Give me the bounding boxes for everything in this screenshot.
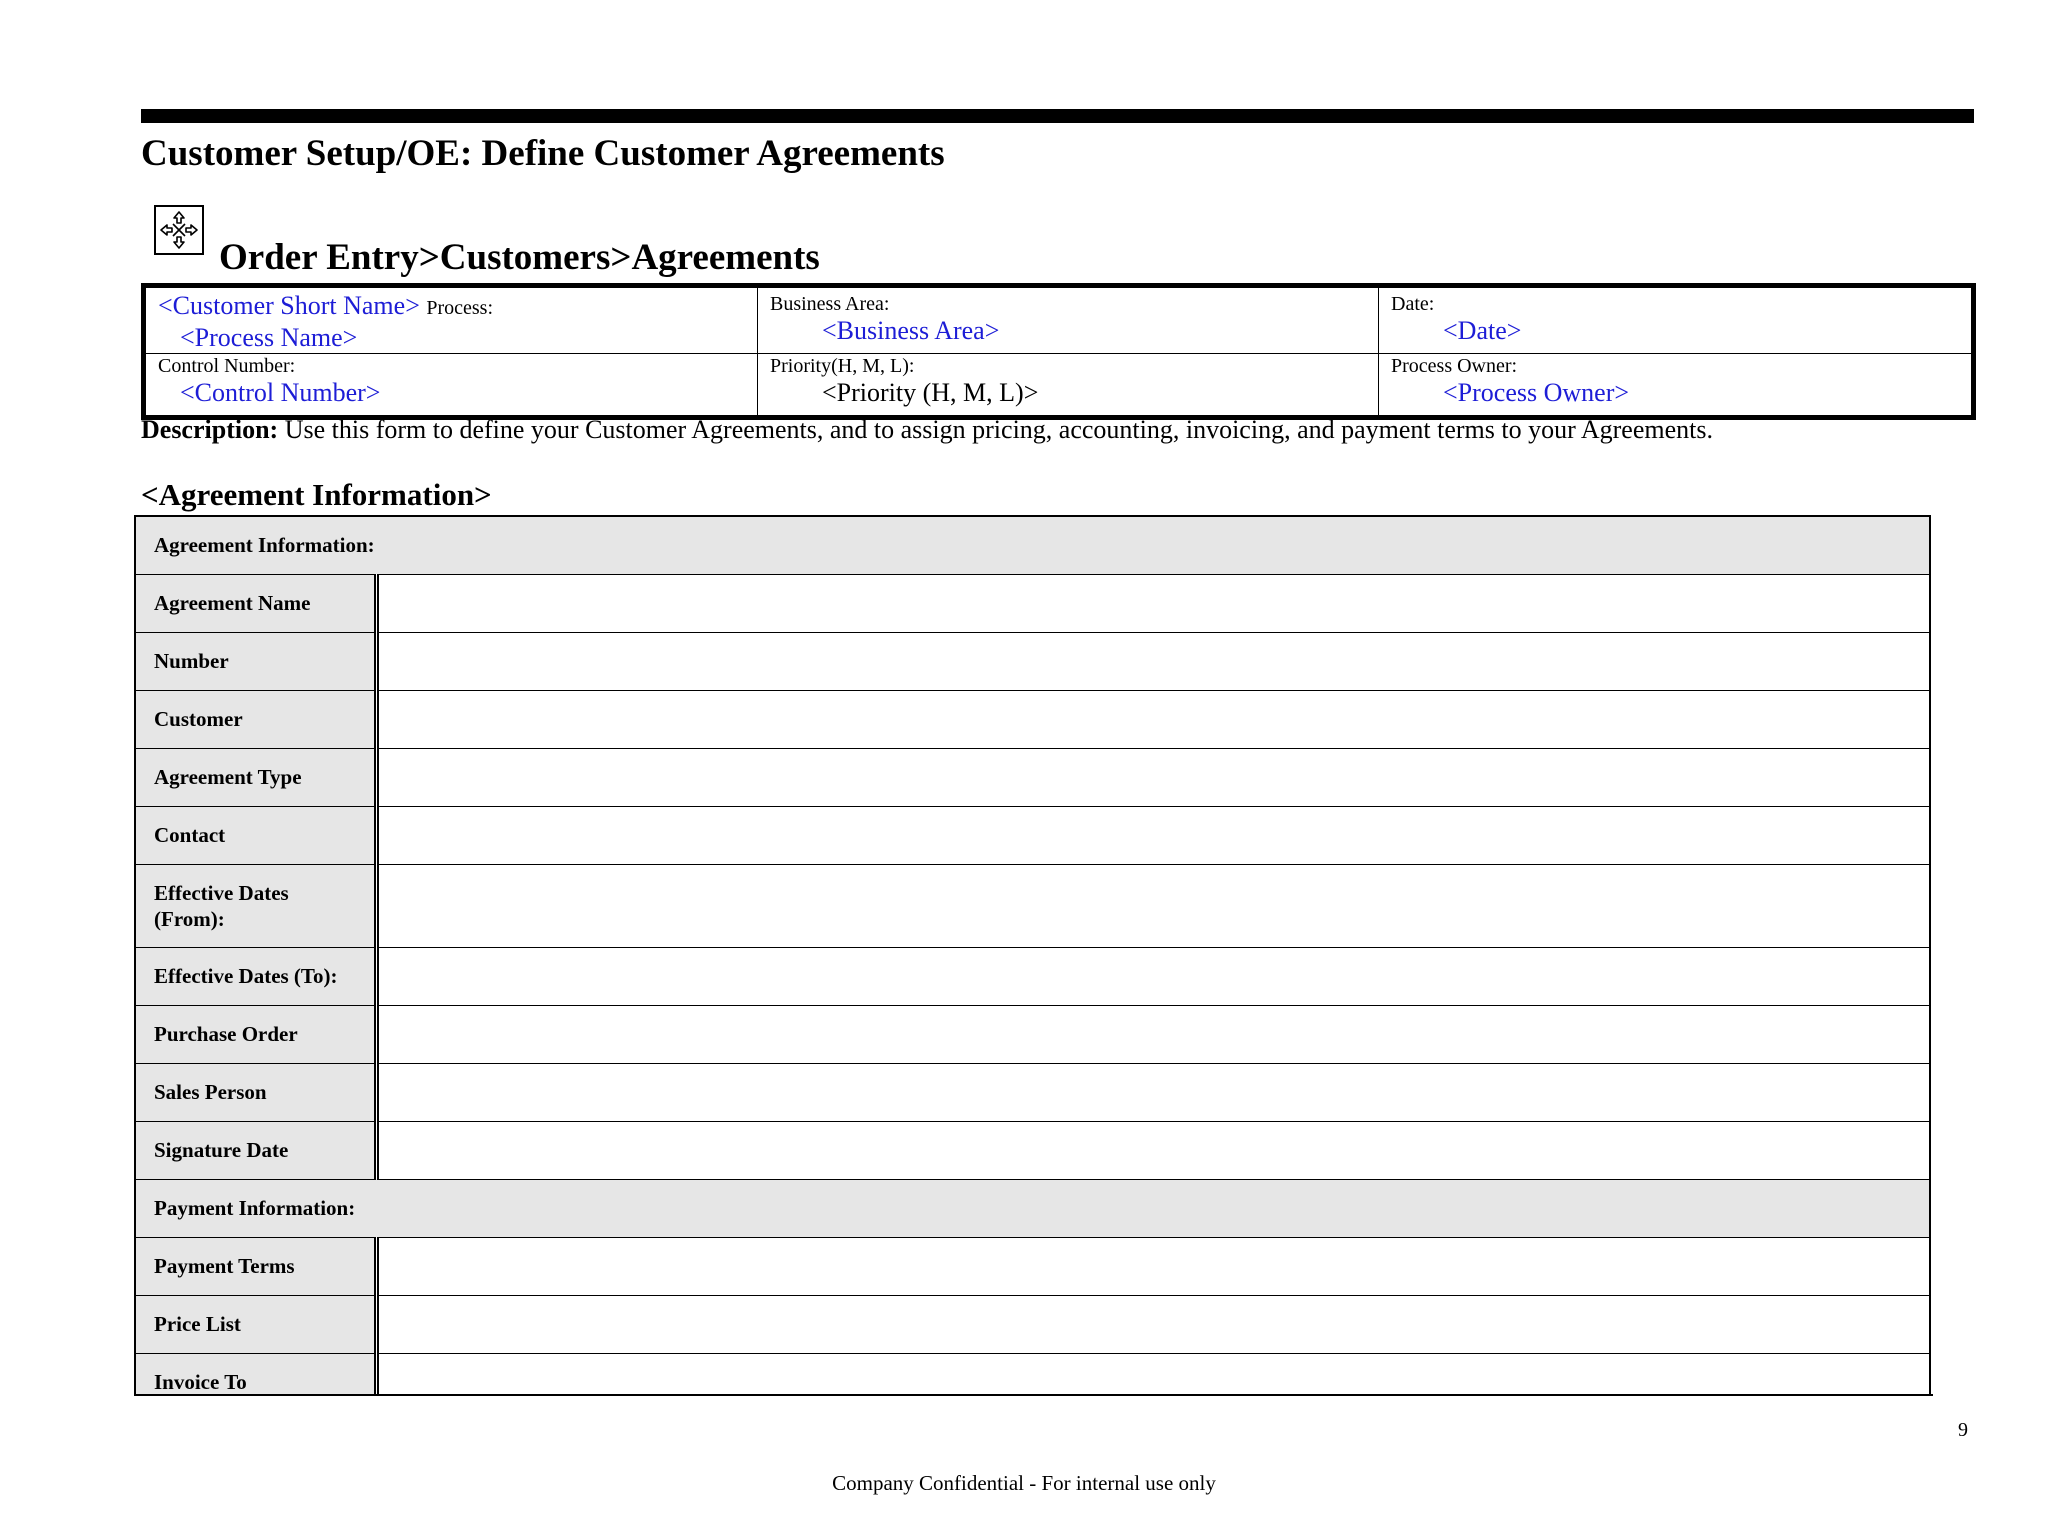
field-label: Signature Date [135,1121,376,1179]
field-value-cell[interactable] [376,632,1930,690]
payment-section-title: Payment Information: [135,1179,1930,1237]
date-label: Date: [1391,293,1435,315]
control-number-value: <Control Number> [180,378,381,407]
field-label: Effective Dates (From): [135,864,376,947]
description-label: Description: [141,415,279,444]
field-label: Customer [135,690,376,748]
field-label: Price List [135,1295,376,1353]
process-owner-cell [1379,354,1974,418]
form-row [135,1353,1930,1396]
field-label: Agreement Name [135,574,376,632]
business-area-value: <Business Area> [822,316,1000,345]
move-arrows-icon [154,205,204,255]
field-value-cell[interactable] [376,690,1930,748]
date-cell [1379,286,1974,354]
priority-label: Priority(H, M, L): [770,355,915,377]
form-row [135,864,1930,947]
field-value-cell[interactable] [376,1063,1930,1121]
business-area-cell [758,286,1379,354]
form-row [135,632,1930,690]
control-number-cell [144,354,758,418]
document-header-table [141,283,1976,420]
document-title: Customer Setup/OE: Define Customer Agreements [141,133,945,174]
description-text: Use this form to define your Customer Agreements, and to assign pricing, accounting, invoicing, and payment terms to your Agreements. [284,415,1713,444]
priority-value: <Priority (H, M, L)> [822,378,1039,407]
form-row [135,748,1930,806]
agreement-section-title: Agreement Information: [135,516,1930,574]
form-row [135,947,1930,1005]
form-row [135,1005,1930,1063]
field-value-cell[interactable] [376,1295,1930,1353]
form-row [135,690,1930,748]
field-label: Agreement Type [135,748,376,806]
field-label: Invoice To [135,1353,376,1396]
form-row [135,1063,1930,1121]
field-value-cell[interactable] [376,1353,1930,1396]
page-number: 9 [1958,1419,1968,1441]
field-label: Contact [135,806,376,864]
field-value-cell[interactable] [376,1237,1930,1295]
field-value-cell[interactable] [376,806,1930,864]
description [141,413,1981,447]
top-rule [141,109,1974,123]
field-value-cell[interactable] [376,574,1930,632]
form-row [135,1121,1930,1179]
date-value: <Date> [1443,316,1522,345]
customer-short-name: <Customer Short Name> [158,291,420,320]
form-row [135,1295,1930,1353]
navigation-path: Order Entry>Customers>Agreements [219,237,820,278]
agreement-form [134,515,1933,1396]
form-row [135,806,1930,864]
agreement-form-table [134,515,1931,1396]
field-value-cell[interactable] [376,748,1930,806]
field-label: Number [135,632,376,690]
priority-cell [758,354,1379,418]
field-value-cell[interactable] [376,864,1930,947]
field-value-cell[interactable] [376,1121,1930,1179]
process-owner-label: Process Owner: [1391,355,1518,377]
footer: Company Confidential - For internal use only [832,1471,1216,1495]
field-label: Sales Person [135,1063,376,1121]
process-name-value: <Process Name> [180,323,358,352]
field-value-cell[interactable] [376,1005,1930,1063]
payment-section-row [135,1179,1930,1237]
process-owner-value: <Process Owner> [1443,378,1630,407]
business-area-label: Business Area: [770,293,890,315]
process-cell [144,286,758,354]
form-row [135,574,1930,632]
field-label: Payment Terms [135,1237,376,1295]
field-label: Purchase Order [135,1005,376,1063]
form-row [135,1237,1930,1295]
agreement-section-row [135,516,1930,574]
control-number-label: Control Number: [158,355,296,377]
process-label: Process: [426,297,494,319]
section-heading: <Agreement Information> [141,477,492,512]
field-label: Effective Dates (To): [135,947,376,1005]
field-value-cell[interactable] [376,947,1930,1005]
